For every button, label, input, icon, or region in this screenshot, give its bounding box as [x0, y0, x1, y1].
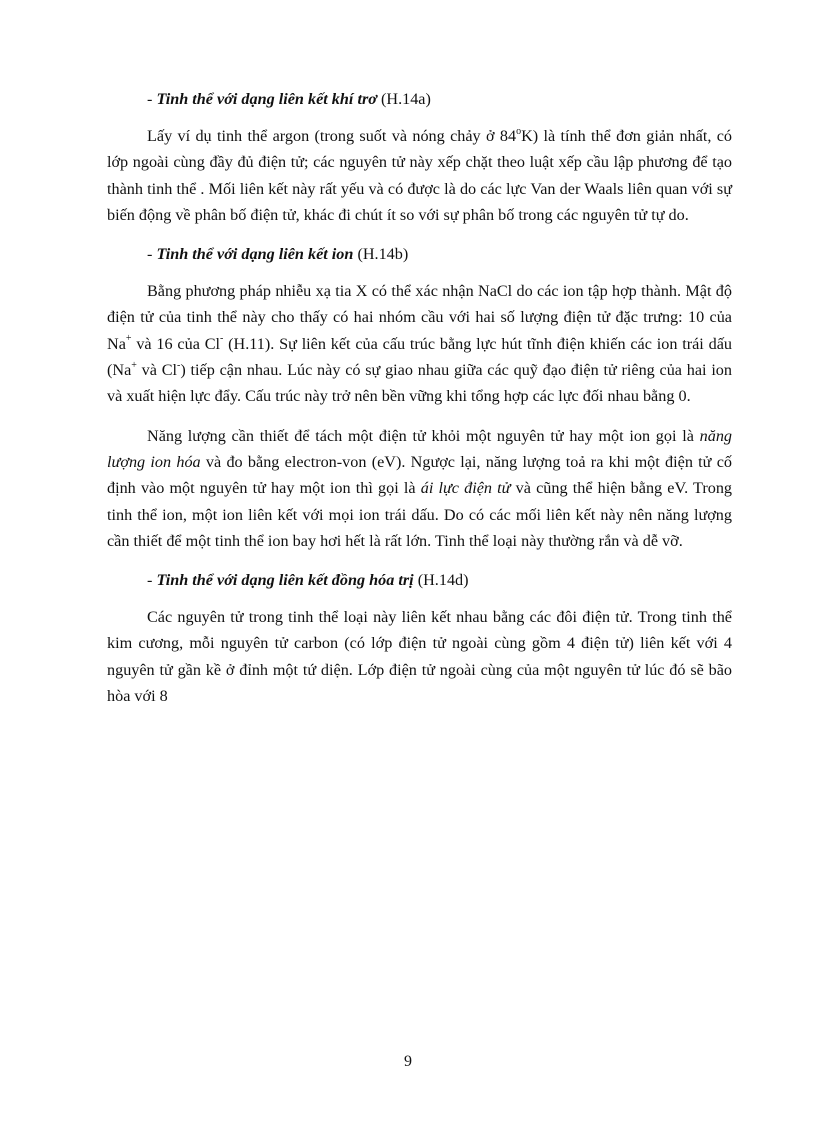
paragraph-nacl: Bằng phương pháp nhiễu xạ tia X có thể xác nhận NaCl do các ion tập hợp thành. Mật độ điện tử của tinh thể này cho thấy có hai nhóm cầu với hai số lượng điện tử đặc trưng: 10 của Na+ và 16 của Cl- (H.11). Sự liên kết của cấu trúc bằng lực hút tĩnh điện khiến các ion trái dấu (Na+ và Cl-) tiếp cận nhau. Lúc này có sự giao nhau giữa các quỹ đạo điện tử riêng của hai ion và xuất hiện lực đẩy. Cấu trúc này trở nên bền vững khi tổng hợp các lực đối nhau bằng 0.	[107, 282, 732, 406]
figure-reference: (H.14d)	[413, 571, 469, 590]
page-content	[107, 86, 732, 709]
figure-reference: (H.14a)	[376, 90, 431, 108]
page-number: 9	[404, 1053, 412, 1070]
paragraph-diamond: Các nguyên tử trong tinh thể loại này liên kết nhau bằng các đôi điện tử. Trong tinh thể kim cương, mỗi nguyên tử carbon (có lớp điện tử ngoài cùng gồm 4 điện tử) liên kết với 4 nguyên tử gần kề ở đỉnh một tứ diện. Lớp điện tử ngoài cùng của một nguyên tử lúc đó sẽ bão hòa với 8	[107, 608, 732, 706]
paragraph-ionization-energy: Năng lượng cần thiết để tách một điện tử khỏi một nguyên tử hay một ion gọi là năng lượng ion hóa và đo bằng electron-von (eV). Ngược lại, năng lượng toả ra khi một điện tử cố định vào một nguyên tử hay một ion thì gọi là ái lực điện tử và cũng thể hiện bằng eV. Trong tinh thể ion, một ion liên kết với mọi ion trái dấu. Do có các mối liên kết này nên năng lượng cần thiết để một tinh thể ion bay hơi hết là rất lớn. Tinh thể loại này thường rắn và dễ vỡ.	[107, 426, 733, 550]
section-heading-text: Tinh thể với dạng liên kết đồng hóa trị	[156, 571, 414, 590]
section-heading-noble-gas: - Tinh thể với dạng liên kết khí trơ (H.14a)	[147, 90, 431, 108]
section-heading-covalent: - Tinh thể với dạng liên kết đồng hóa trị (H.14d)	[147, 571, 469, 590]
section-heading-text: Tinh thể với dạng liên kết khí trơ	[156, 90, 377, 108]
section-heading-ionic: - Tinh thể với dạng liên kết ion (H.14b)	[147, 245, 409, 264]
figure-reference: (H.14b)	[353, 245, 409, 264]
paragraph-argon: Lấy ví dụ tinh thể argon (trong suốt và nóng chảy ở 84$^o$K) là tính thể đơn giản nhất, có lớp ngoài cùng đầy đủ điện tử; các nguyên tử này xếp chặt theo luật xếp cầu lập phương để tạo thành tinh thể . Mối liên kết này rất yếu và có được là do các lực Van der Waals liên quan với sự biến động về phân bố điện tử, khác đi chút ít so với sự phân bố trong các nguyên tử tự do.	[107, 125, 732, 224]
section-heading-text: Tinh thể với dạng liên kết ion	[156, 245, 354, 264]
